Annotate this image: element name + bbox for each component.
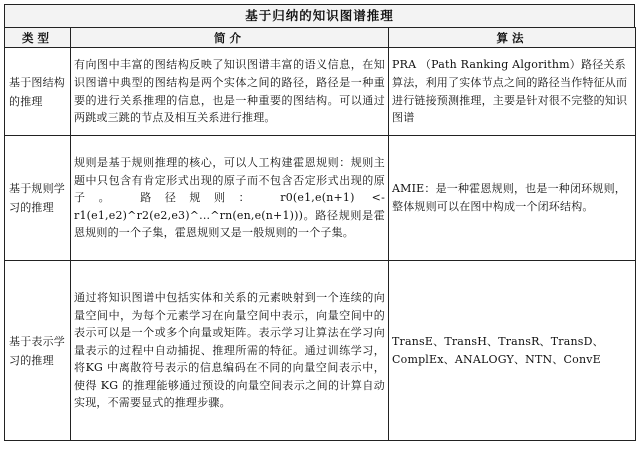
header-intro: 简介 (71, 28, 389, 48)
row-algorithm-cell: PRA （Path Ranking Algorithm）路径关系算法，利用了实体节点之间的路径当作特征从而进行链接预测推理，主要是针对很不完整的知识图谱 (389, 48, 636, 136)
header-type: 类型 (5, 28, 71, 48)
row-algorithm-cell: AMIE：是一种霍恩规则，也是一种闭环规则，整体规则可以在图中构成一个闭环结构。 (389, 136, 636, 261)
reasoning-table (4, 27, 636, 441)
table-row (5, 261, 636, 441)
row-intro-cell: 通过将知识图谱中包括实体和关系的元素映射到一个连续的向量空间中，为每个元素学习在向量空间中表示，向量空间中的表示可以是一个或多个向量或矩阵。表示学习让算法在学习向量表示的过程中自动捕捉、推理所需的特征。通过训练学习，将KG 中离散符号表示的信息编码在不同的向量空间表示中，使得 KG 的推理能够通过预设的向量空间表示之间的计算自动实现，不需要显式的推理步骤。 (71, 261, 389, 441)
row-type-cell: 基于图结构的推理 (5, 48, 71, 136)
reasoning-table-container (4, 4, 635, 441)
table-row (5, 136, 636, 261)
header-algorithm: 算法 (389, 28, 636, 48)
row-intro-cell: 有向图中丰富的图结构反映了知识图谱丰富的语义信息，在知识图谱中典型的图结构是两个实体之间的路径，路径是一种重要的进行关系推理的信息，也是一种重要的图结构。可以通过两跳或三跳的节点及相互关系进行推理。 (71, 48, 389, 136)
row-type-cell: 基于表示学习的推理 (5, 261, 71, 441)
row-algorithm-cell: TransE、TransH、TransR、TransD、ComplEx、ANALOGY、NTN、ConvE (389, 261, 636, 441)
table-row (5, 48, 636, 136)
row-type-cell: 基于规则学习的推理 (5, 136, 71, 261)
table-header-row (5, 28, 636, 48)
table-title: 基于归纳的知识图谱推理 (4, 4, 635, 27)
row-intro-cell: 规则是基于规则推理的核心，可以人工构建霍恩规则：规则主题中只包含有肯定形式出现的原子而不包含否定形式出现的原子。 路径规则： r0(e1,e(n+1) <- r1(e1,e2)^r2(e2,e3)^...^rn(en,e(n+1)))。路径规则是霍恩规则的一个子集，霍恩规则又是一般规则的一个子集。 (71, 136, 389, 261)
